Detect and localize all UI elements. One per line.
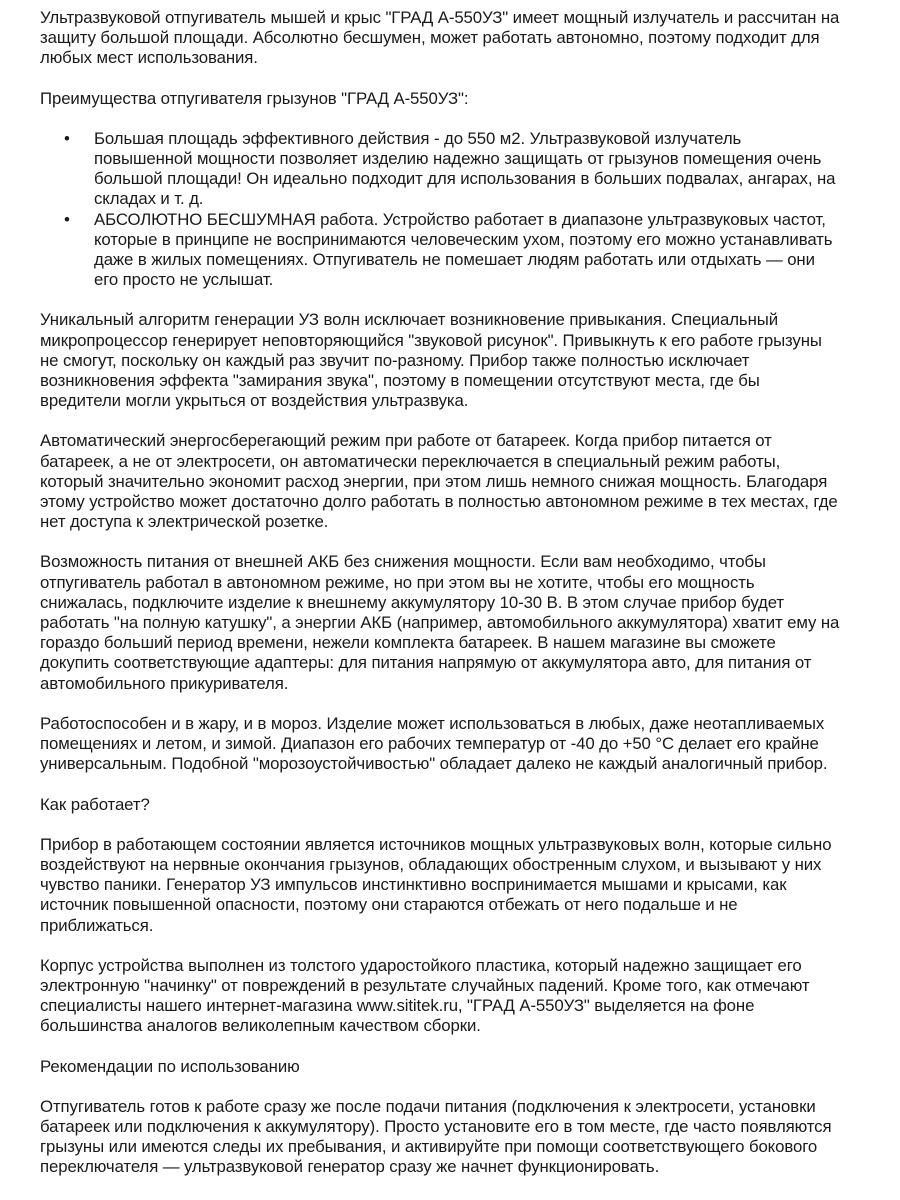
external-battery-paragraph: Возможность питания от внешней АКБ без снижения мощности. Если вам необходимо, чтобы отпугиватель работал в автономном режиме, но при этом вы не хотите, чтобы его мощность снижалась, подключите изделие к внешнему аккумулятору 10-30 В. В этом случае прибор будет работать "на полную катушку", а энергии АКБ (например, автомобильного аккумулятора) хватит ему на гораздо больший период времени, нежели комплекта батареек. В нашем магазине вы сможете докупить соответствующие адаптеры: для питания напрямую от аккумулятора авто, для питания от автомобильного прикуривателя. [40,552,840,693]
advantage-item-area: • Большая площадь эффективного действия - до 550 м2. Ультразвуковой излучатель повышенной мощности позволяет изделию надежно защищать от грызунов помещения очень большой площади! Он идеально подходит для использования в больших подвалах, ангарах, на складах и т. д. [40,129,840,210]
intro-paragraph: Ультразвуковой отпугиватель мышей и крыс "ГРАД А-550УЗ" имеет мощный излучатель и рассчитан на защиту большой площади. Абсолютно бесшумен, может работать автономно, поэтому подходит для любых мест использования. [40,8,840,68]
advantages-list [40,129,840,291]
temperature-paragraph: Работоспособен и в жару, и в мороз. Изделие может использоваться в любых, даже неотапливаемых помещениях и летом, и зимой. Диапазон его рабочих температур от -40 до +50 °С делает его крайне универсальным. Подобной "морозоустойчивостью" обладает далеко не каждый аналогичный прибор. [40,713,828,774]
algorithm-paragraph: Уникальный алгоритм генерации УЗ волн исключает возникновение привыкания. Специальный микропроцессор генерирует неповторяющийся "звуковой рисунок". Привыкнуть к его работе грызуны не смогут, поскольку он каждый раз звучит по-разному. Прибор также полностью исключает возникновения эффекта "замирания звука", поэтому в помещении отсутствуют места, где бы вредители могли укрыться от воздействия ультразвука. [40,310,822,411]
housing-paragraph: Корпус устройства выполнен из толстого ударостойкого пластика, который надежно защищает его электронную "начинку" от повреждений в результате случайных падений. Кроме того, как отмечают специалисты нашего интернет-магазина www.sititek.ru, "ГРАД А-550УЗ" выделяется на фоне большинства аналогов великолепным качеством сборки. [40,955,810,1036]
how-it-works-paragraph: Прибор в работающем состоянии является источников мощных ультразвуковых волн, которые сильно воздействуют на нервные окончания грызунов, обладающих обостренным слухом, и вызывают у них чувство паники. Генератор УЗ импульсов инстинктивно воспринимается мышами и крысами, как источник повышенной опасности, поэтому они стараются отбежать от него подальше и не приближаться. [40,834,832,935]
recommendations-heading: Рекомендации по использованию [40,1056,300,1076]
how-it-works-heading: Как работает? [40,794,150,814]
advantage-item-silent: • АБСОЛЮТНО БЕСШУМНАЯ работа. Устройство работает в диапазоне ультразвуковых частот, которые в принципе не воспринимаются человеческим ухом, поэтому его можно устанавливать даже в жилых помещениях. Отпугиватель не помешает людям работать или отдыхать — они его просто не услышат. [40,210,840,291]
advantages-heading: Преимущества отпугивателя грызунов "ГРАД А-550УЗ": [40,88,469,108]
recommendations-paragraph: Отпугиватель готов к работе сразу же после подачи питания (подключения к электросети, установки батареек или подключения к аккумулятору). Просто установите его в том месте, где часто появляются грызуны или имеются следы их пребывания, и активируйте при помощи соответствующего бокового переключателя — ультразвуковой генератор сразу же начнет функционировать. [40,1096,832,1177]
energy-saving-paragraph: Автоматический энергосберегающий режим при работе от батареек. Когда прибор питается от батареек, а не от электросети, он автоматически переключается в специальный режим работы, который значительно экономит расход энергии, при этом лишь немного снижая мощность. Благодаря этому устройство может достаточно долго работать в полностью автономном режиме в тех местах, где нет доступа к электрической розетке. [40,431,838,532]
document-page [40,8,840,1198]
